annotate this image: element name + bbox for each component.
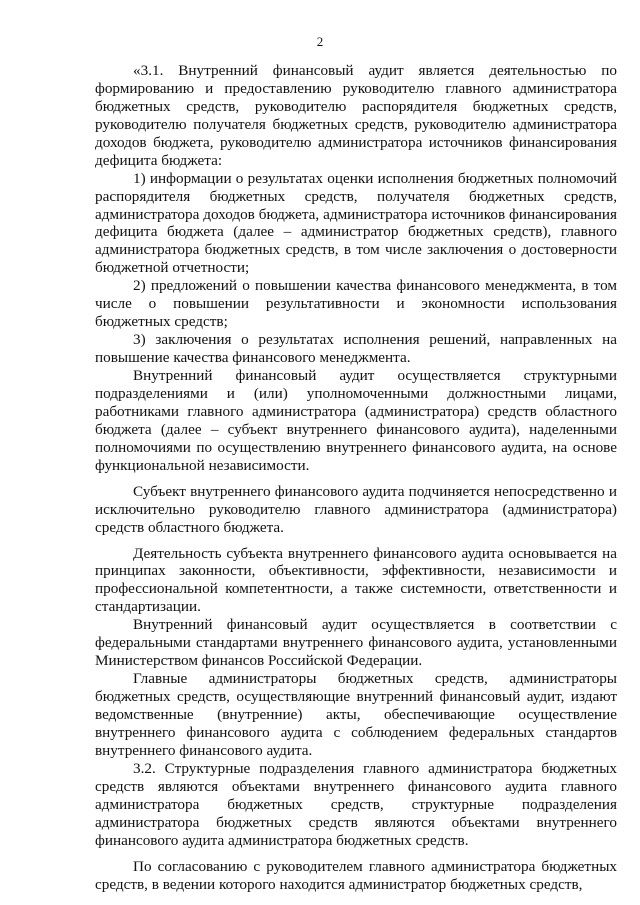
paragraph-item-3: 3) заключения о результатах исполнения решений, направленных на повышение качества финансового менеджмента. [95, 331, 617, 367]
paragraph-item-2: 2) предложений о повышении качества финансового менеджмента, в том числе о повышении результативности и экономности использования бюджетных средств; [95, 277, 617, 331]
document-body [95, 62, 617, 894]
paragraph-subordination: Субъект внутреннего финансового аудита подчиняется непосредственно и исключительно руководителю главного администратора (администратора) средств областного бюджета. [95, 482, 617, 536]
paragraph-departmental-acts: Главные администраторы бюджетных средств, администраторы бюджетных средств, осуществляющие внутренний финансовый аудит, издают ведомственные (внутренние) акты, обеспечивающие осуществление внутреннего финансового аудита с соблюдением федеральных стандартов внутреннего финансового аудита. [95, 670, 617, 760]
paragraph-federal-standards: Внутренний финансовый аудит осуществляется в соответствии с федеральными стандартами внутреннего финансового аудита, установленными Министерством финансов Российской Федерации. [95, 616, 617, 670]
paragraph-principles: Деятельность субъекта внутреннего финансового аудита основывается на принципах законности, объективности, эффективности, независимости и профессиональной компетентности, а также системности, ответственности и стандартизации. [95, 544, 617, 616]
paragraph-3-1-intro: «3.1. Внутренний финансовый аудит является деятельностью по формированию и предоставлению руководителю главного администратора бюджетных средств, руководителю распорядителя бюджетных средств, руководителю получателя бюджетных средств, руководителю администратора доходов бюджета, руководителю администратора источников финансирования дефицита бюджета: [95, 62, 617, 169]
paragraph-audit-subjects: Внутренний финансовый аудит осуществляется структурными подразделениями и (или) уполномоченными должностными лицами, работниками главного администратора (администратора) средств областного бюджета (далее – субъект внутреннего финансового аудита), наделенными полномочиями по осуществлению внутреннего финансового аудита, на основе функциональной независимости. [95, 367, 617, 474]
page-number: 2 [316, 34, 324, 49]
paragraph-3-2: 3.2. Структурные подразделения главного администратора бюджетных средств являются объектами внутреннего финансового аудита главного администратора бюджетных средств, структурные подразделения администратора бюджетных средств являются объектами внутреннего финансового аудита администратора бюджетных средств. [95, 760, 617, 849]
paragraph-item-1: 1) информации о результатах оценки исполнения бюджетных полномочий распорядителя бюджетных средств, получателя бюджетных средств, администратора доходов бюджета, администратора источников финансирования дефицита бюджета (далее – администратор бюджетных средств), главного администратора бюджетных средств, в том числе заключения о достоверности бюджетной отчетности; [95, 169, 617, 277]
paragraph-agreement: По согласованию с руководителем главного администратора бюджетных средств, в ведении которого находится администратор бюджетных средств, [95, 857, 617, 893]
